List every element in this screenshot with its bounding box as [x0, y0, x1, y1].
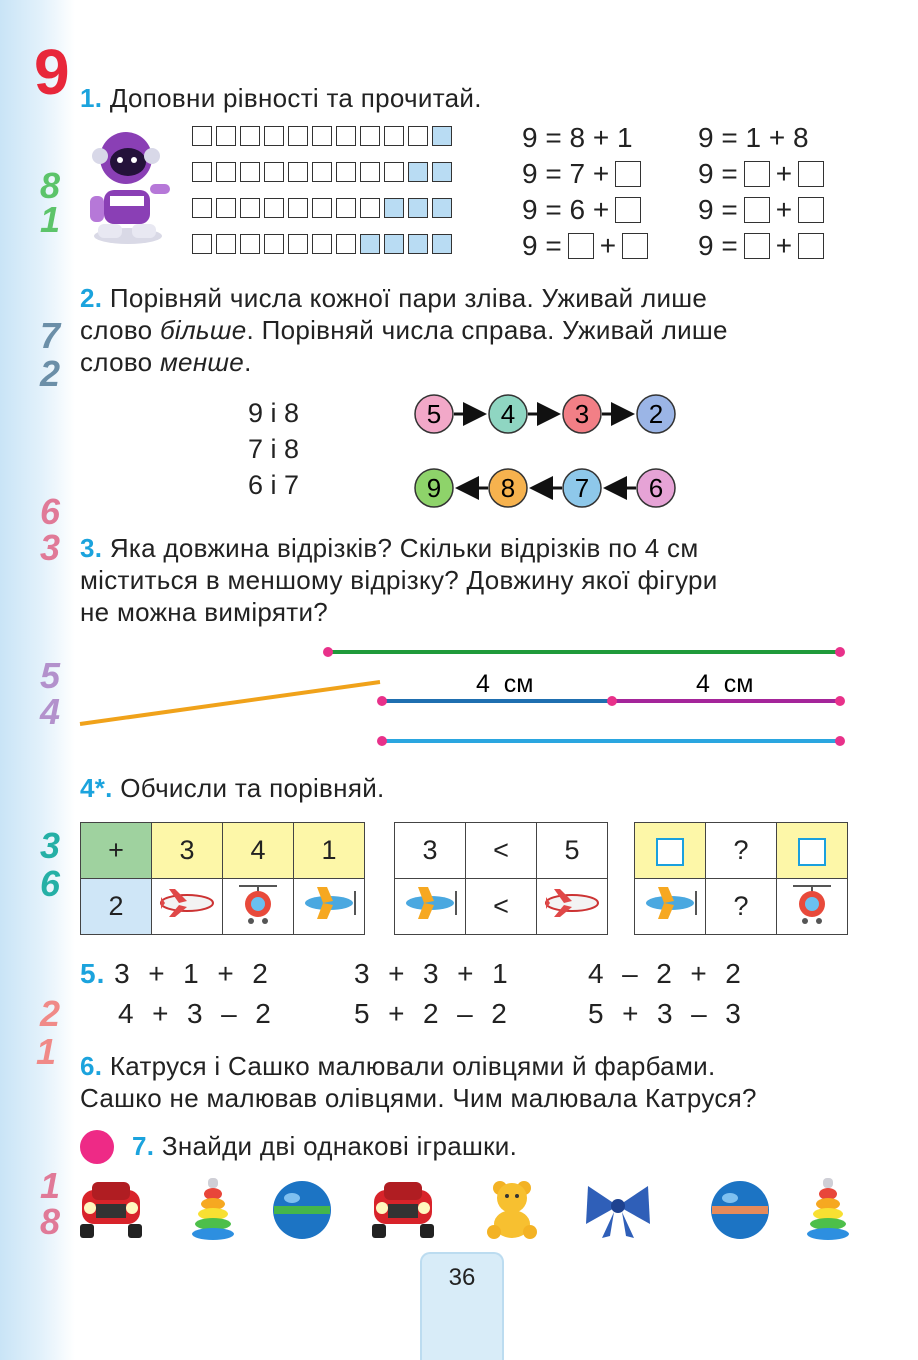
empty-square [216, 162, 236, 182]
empty-square [312, 162, 332, 182]
equation [522, 230, 648, 262]
empty-square [336, 162, 356, 182]
table-cell: + [81, 823, 152, 879]
bow-icon [586, 1186, 650, 1238]
task6-number: 6. [80, 1051, 103, 1081]
bead-number: 5 [426, 399, 442, 429]
margin-number: 2 [40, 993, 61, 1034]
propeller-plane-icon [395, 879, 466, 935]
bead-number: 3 [574, 399, 590, 429]
task3-number: 3. [80, 533, 103, 563]
task1-text: Доповни рівності та прочитай. [109, 83, 482, 113]
margin-number: 3 [40, 527, 61, 568]
task4-heading [80, 772, 385, 804]
helicopter-icon [777, 879, 848, 935]
page-section-number: 9 [34, 36, 70, 108]
toy-ball-icon [273, 1181, 331, 1239]
expression: 5 + 3 – 3 [588, 998, 742, 1029]
task3-line2: міститься в меншому відрізку? Довжину якої фігури [80, 565, 718, 595]
task4-number: 4*. [80, 773, 113, 803]
helicopter-icon [223, 879, 294, 935]
equation-text: 9 = [698, 158, 738, 189]
toy-pyramid-icon [807, 1178, 849, 1240]
task5-row1 [80, 958, 269, 990]
empty-square [216, 234, 236, 254]
table-cell: ? [706, 879, 777, 935]
task7-text: Знайди дві однакові іграшки. [161, 1131, 518, 1161]
equation [522, 194, 641, 226]
empty-square [216, 198, 236, 218]
robot-toy-illustration [80, 124, 170, 250]
margin-number: 4 [40, 691, 61, 732]
empty-square [336, 234, 356, 254]
task2-line [80, 282, 850, 314]
bead-number: 2 [648, 399, 664, 429]
filled-square [432, 234, 452, 254]
bead-number: 7 [574, 473, 590, 503]
filled-square [360, 234, 380, 254]
margin-strip [0, 0, 75, 1360]
empty-square [288, 126, 308, 146]
empty-square [192, 198, 212, 218]
empty-square [192, 234, 212, 254]
filled-square [408, 234, 428, 254]
filled-square [384, 198, 404, 218]
answer-box[interactable] [656, 838, 684, 866]
equation-text: 9 = [522, 230, 562, 261]
margin-number: 1 [36, 1031, 57, 1072]
table-cell: 5 [537, 823, 608, 879]
blank-cell[interactable] [777, 823, 848, 879]
square-row [192, 126, 452, 146]
table-cell: 3 [395, 823, 466, 879]
table-cell: 1 [294, 823, 365, 879]
task3-line3: не можна виміряти? [80, 597, 329, 627]
toy-ball-icon [711, 1181, 769, 1239]
empty-square [408, 126, 428, 146]
equation-text: 9 = [698, 194, 738, 225]
answer-box[interactable] [615, 161, 641, 187]
expression: 5 + 2 – 2 [354, 998, 508, 1029]
answer-box[interactable] [568, 233, 594, 259]
equation [522, 158, 641, 190]
empty-square [264, 234, 284, 254]
empty-square [240, 198, 260, 218]
number-pair: 7 і 8 [248, 434, 300, 464]
text-span: . Порівняй числа справа. Уживай лише [246, 315, 728, 345]
equation [698, 230, 824, 262]
margin-number: 6 [40, 491, 61, 532]
empty-square [384, 162, 404, 182]
filled-square [432, 162, 452, 182]
margin-number: 7 [40, 315, 61, 356]
toy-car-icon [372, 1182, 434, 1238]
equation-text: 9 = 6 + [522, 194, 610, 225]
answer-box[interactable] [798, 161, 824, 187]
margin-number: 3 [40, 825, 61, 866]
text-span: слово [80, 347, 160, 377]
expression: 3 + 1 + 2 [114, 958, 269, 989]
task2-text [80, 282, 850, 378]
orange-ray [80, 682, 380, 724]
task2-number: 2. [80, 283, 103, 313]
task3-line1: Яка довжина відрізків? Скільки відрізків по 4 см [109, 533, 699, 563]
filled-square [408, 198, 428, 218]
segment-label: 4 см [696, 670, 754, 698]
margin-number: 6 [40, 863, 61, 904]
empty-square [312, 198, 332, 218]
equation [522, 122, 633, 154]
number-pair: 6 і 7 [248, 470, 300, 500]
margin-number: 1 [40, 199, 61, 240]
task6-text [80, 1050, 860, 1114]
filled-square [432, 126, 452, 146]
answer-box[interactable] [744, 197, 770, 223]
empty-square [264, 126, 284, 146]
table-cell: 2 [81, 879, 152, 935]
addition-table [80, 822, 365, 935]
bead-number: 6 [648, 473, 664, 503]
empty-square [240, 126, 260, 146]
airplane-icon [152, 879, 223, 935]
table-cell: < [466, 823, 537, 879]
filled-square [408, 162, 428, 182]
task2-line2 [80, 314, 850, 346]
text-span: слово [80, 315, 160, 345]
task2-line1: Порівняй числа кожної пари зліва. Уживай лише [109, 283, 708, 313]
segment-label: 4 см [476, 670, 534, 698]
margin-number: 5 [40, 655, 61, 696]
plus-sign: + [775, 230, 793, 261]
plus-sign: + [775, 194, 793, 225]
task7-heading [132, 1130, 517, 1162]
empty-square [360, 162, 380, 182]
task7-number: 7. [132, 1131, 155, 1161]
equation-text: 9 = 8 + 1 [522, 122, 633, 153]
square-row [192, 198, 452, 218]
plus-sign: + [599, 230, 617, 261]
margin-number: 1 [40, 1165, 61, 1206]
empty-square [240, 162, 260, 182]
empty-square [240, 234, 260, 254]
square-row [192, 162, 452, 182]
answer-box[interactable] [798, 233, 824, 259]
empty-square [264, 162, 284, 182]
number-pair: 9 і 8 [248, 398, 300, 428]
equation-text: 9 = [698, 230, 738, 261]
bead-number: 8 [500, 473, 516, 503]
expression: 4 – 2 + 2 [588, 958, 742, 989]
empty-square [288, 234, 308, 254]
bead-number: 4 [500, 399, 516, 429]
airplane-icon [537, 879, 608, 935]
propeller-plane-icon [635, 879, 706, 935]
task1-number: 1. [80, 83, 103, 113]
empty-square [288, 162, 308, 182]
empty-square [336, 126, 356, 146]
empty-square [336, 198, 356, 218]
propeller-plane-icon [294, 879, 365, 935]
toy-pyramid-icon [192, 1178, 234, 1240]
equation-text: 9 = 7 + [522, 158, 610, 189]
page-number: 36 [420, 1252, 504, 1360]
answer-box[interactable] [615, 197, 641, 223]
filled-square [432, 198, 452, 218]
answer-box[interactable] [798, 197, 824, 223]
answer-box[interactable] [744, 161, 770, 187]
bead-chains [410, 392, 690, 516]
teddy-bear-icon [487, 1181, 537, 1239]
expression: 3 + 3 + 1 [354, 958, 509, 989]
empty-square [384, 126, 404, 146]
toy-car-icon [80, 1182, 142, 1238]
empty-square [312, 234, 332, 254]
text-span: . [244, 347, 252, 377]
pink-dot-marker [80, 1130, 114, 1164]
answer-box[interactable] [798, 838, 826, 866]
empty-square [192, 126, 212, 146]
task6-line1: Катруся і Сашко малювали олівцями й фарбами. [109, 1051, 716, 1081]
task5-number: 5. [80, 958, 106, 989]
task6-line2: Сашко не малював олівцями. Чим малювала Катруся? [80, 1083, 757, 1113]
square-row [192, 234, 452, 254]
answer-box[interactable] [744, 233, 770, 259]
bead-number: 9 [426, 473, 442, 503]
empty-square [192, 162, 212, 182]
task1-heading [80, 82, 482, 114]
table-cell: < [466, 879, 537, 935]
toys-row [78, 1176, 858, 1246]
italic-word: менше [159, 347, 245, 377]
equation-text: 9 = 1 + 8 [698, 122, 809, 153]
filled-square [384, 234, 404, 254]
task4-text: Обчисли та порівняй. [120, 773, 385, 803]
task3-text [80, 532, 850, 628]
margin-number: 2 [40, 353, 61, 394]
table-cell: 4 [223, 823, 294, 879]
table-cell: ? [706, 823, 777, 879]
equation [698, 194, 824, 226]
table-cell: 3 [152, 823, 223, 879]
empty-square [216, 126, 236, 146]
segments-figure [78, 640, 858, 760]
empty-square [360, 198, 380, 218]
comparison-table-blank [634, 822, 848, 935]
empty-square [312, 126, 332, 146]
empty-square [288, 198, 308, 218]
expression: 4 + 3 – 2 [118, 998, 272, 1029]
equation [698, 158, 824, 190]
margin-number: 8 [40, 165, 61, 206]
empty-square [360, 126, 380, 146]
margin-number: 8 [40, 1201, 61, 1242]
answer-box[interactable] [622, 233, 648, 259]
blank-cell[interactable] [635, 823, 706, 879]
comparison-table [394, 822, 608, 935]
italic-word: більше [159, 315, 247, 345]
empty-square [264, 198, 284, 218]
equation [698, 122, 809, 154]
task2-line3 [80, 346, 850, 378]
plus-sign: + [775, 158, 793, 189]
